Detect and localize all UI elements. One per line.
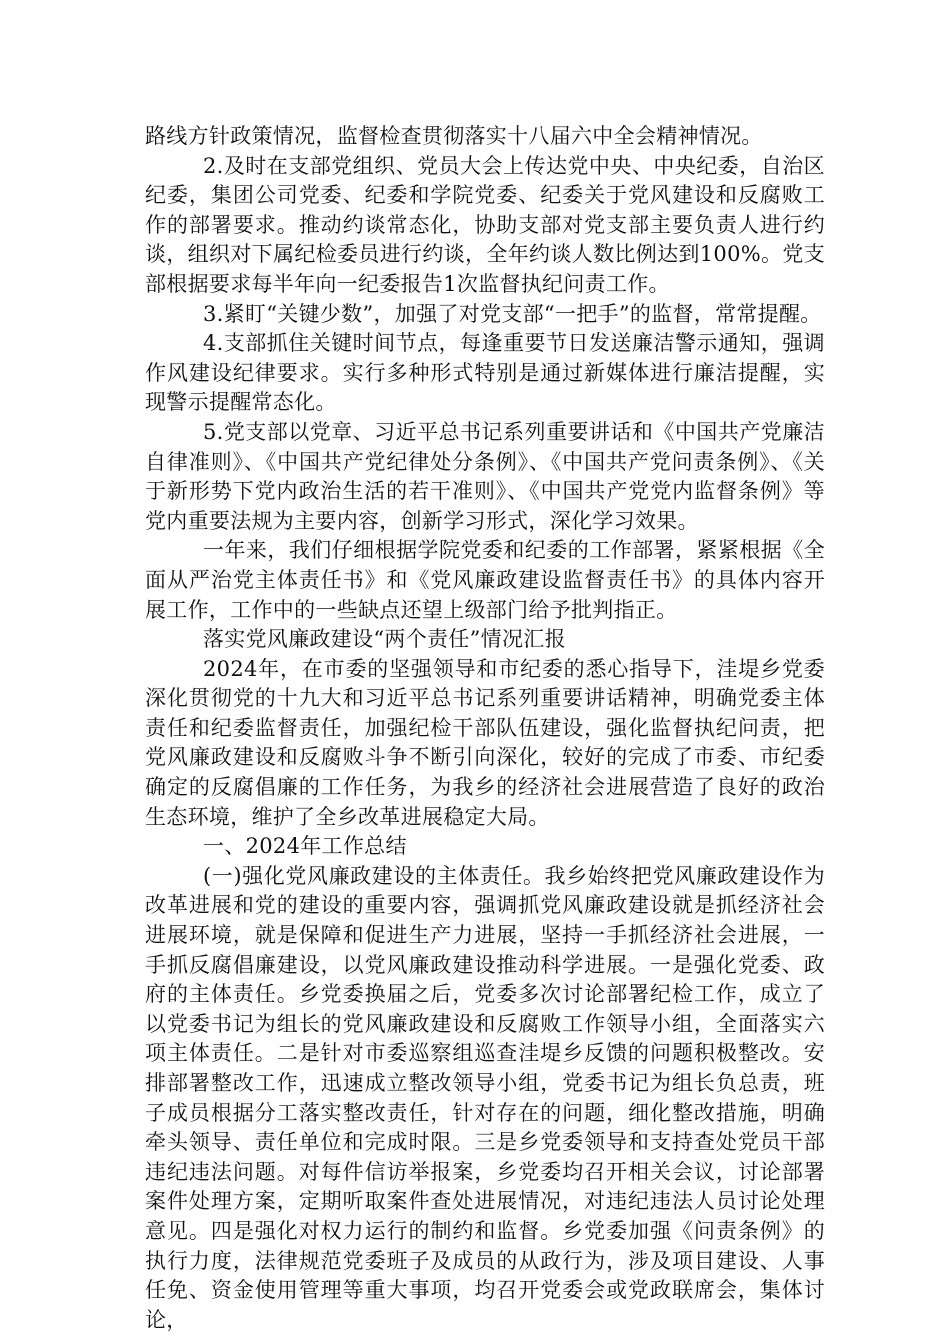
paragraph-report-intro: 2024年，在市委的坚强领导和市纪委的悉心指导下，洼堤乡党委深化贯彻党的十九大和习近平总书记系列重要讲话精神，明确党委主体责任和纪委监督责任，加强纪检干部队伍建设，强化监督执纪问责，把党风廉政建设和反腐败斗争不断引向深化，较好的完成了市委、市纪委确定的反腐倡廉的工作任务，为我乡的经济社会进展营造了良好的政治生态环境，维护了全乡改革进展稳定大局。 [145,656,825,829]
paragraph-continuation: 路线方针政策情况，监督检查贯彻落实十八届六中全会精神情况。 [145,124,763,148]
paragraph-item-3: 3.紧盯“关键少数”，加强了对党支部“一把手”的监督，常常提醒。 [203,301,822,326]
paragraph-conclusion: 一年来，我们仔细根据学院党委和纪委的工作部署，紧紧根据《全面从严治党主体责任书》和《党风廉政建设监督责任书》的具体内容开展工作，工作中的一些缺点还望上级部门给予批判指正。 [145,538,825,622]
section-heading-report-title: 落实党风廉政建设“两个责任”情况汇报 [203,627,566,652]
paragraph-item-2: 2.及时在支部党组织、党员大会上传达党中央、中央纪委，自治区纪委，集团公司党委、纪委和学院党委、纪委关于党风建设和反腐败工作的部署要求。推动约谈常态化，协助支部对党支部主要负责人进行约谈，组织对下属纪检委员进行约谈，全年约谈人数比例达到100%。党支部根据要求每半年向一纪委报告1次监督执纪问责工作。 [145,153,825,296]
document-body [145,122,825,1335]
paragraph-subsection-1: (一)强化党风廉政建设的主体责任。我乡始终把党风廉政建设作为改革进展和党的建设的重要内容，强调抓党风廉政建设就是抓经济社会进展环境，就是保障和促进生产力进展，坚持一手抓经济社会进展，一手抓反腐倡廉建设，以党风廉政建设推动科学进展。一是强化党委、政府的主体责任。乡党委换届之后，党委多次讨论部署纪检工作，成立了以党委书记为组长的党风廉政建设和反腐败工作领导小组，全面落实六项主体责任。二是针对市委巡察组巡查洼堤乡反馈的问题积极整改。安排部署整改工作，迅速成立整改领导小组，党委书记为组长负总责，班子成员根据分工落实整改责任，针对存在的问题，细化整改措施，明确牵头领导、责任单位和完成时限。三是乡党委领导和支持查处党员干部违纪违法问题。对每件信访举报案，乡党委均召开相关会议，讨论部署案件处理方案，定期听取案件查处进展情况，对违纪违法人员讨论处理意见。四是强化对权力运行的制约和监督。乡党委加强《问责条例》的执行力度，法律规范党委班子及成员的从政行为，涉及项目建设、人事任免、资金使用管理等重大事项，均召开党委会或党政联席会，集体讨论， [145,863,825,1332]
section-heading-work-summary: 一、2024年工作总结 [203,834,407,859]
paragraph-item-5: 5.党支部以党章、习近平总书记系列重要讲话和《中国共产党廉洁自律准则》、《中国共产党纪律处分条例》、《中国共产党问责条例》、《关于新形势下党内政治生活的若干准则》、《中国共产党党内监督条例》等党内重要法规为主要内容，创新学习形式，深化学习效果。 [145,419,825,533]
paragraph-item-4: 4.支部抓住关键时间节点，每逢重要节日发送廉洁警示通知，强调作风建设纪律要求。实行多种形式特别是通过新媒体进行廉洁提醒，实现警示提醒常态化。 [145,331,825,415]
